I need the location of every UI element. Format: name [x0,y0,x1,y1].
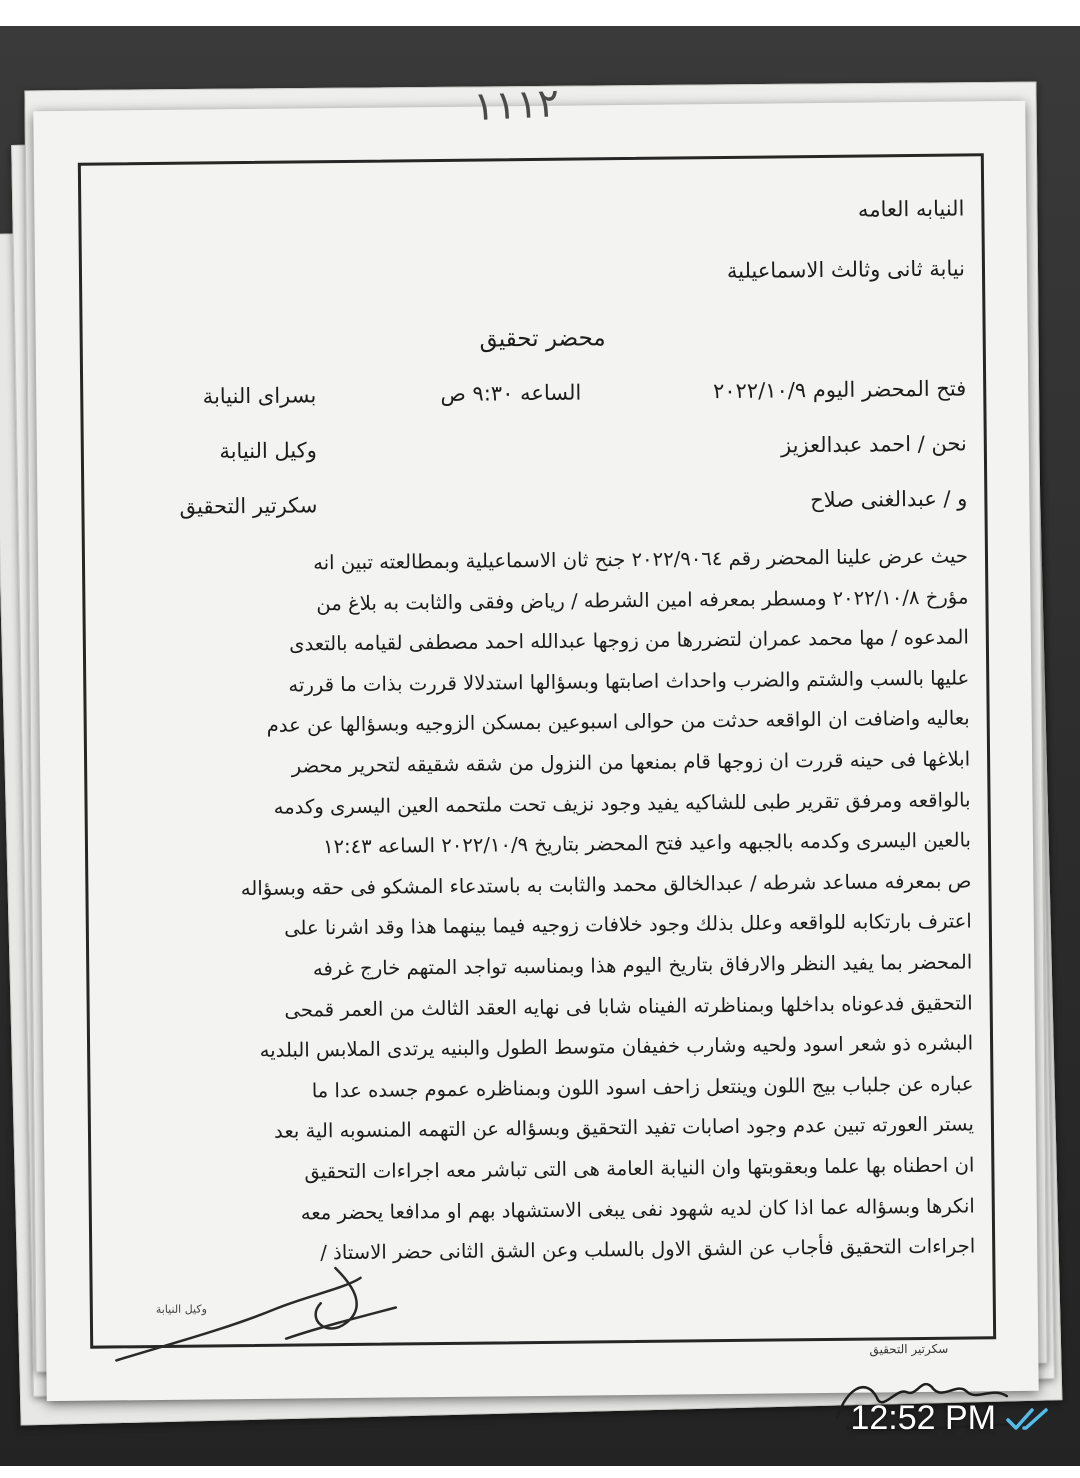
body-line: بالواقعه ومرفق تقرير طبى للشاكيه يفيد وجود نزيف تحت ملتحمه العين اليسرى وكدمه [273,788,971,819]
handwritten-page-number: ١١١٢ [472,80,561,131]
double-check-icon [1006,1405,1052,1433]
opening-date: فتح المحضر اليوم ٢٠٢٢/١٠/٩ [712,376,967,404]
secretary-role: سكرتير التحقيق [179,493,318,519]
body-line: ابلاغها فى حينه قررت ان زوجها قام بمنعها من النزول من شقه شقيقه لتحرير محضر [291,747,971,778]
body-line: ص بمعرفه مساعد شرطه / عبدالخالق محمد والثابت به باستدعاء المشكو فى حقه وبسؤاله [240,869,972,900]
document-page [33,80,1038,1401]
body-line: التحقيق فدعوناه بداخلها وبمناظرته الفيناه شابا فى نهايه العقد الثالث من العمر قمحى [284,990,973,1022]
body-line: يستر العورته تبين عدم وجود اصابات تفيد التحقيق وبسؤاله عن التهمه المنسوبه الية بعد [273,1112,975,1144]
opening-location: بسراى النيابة [202,383,317,409]
body-line: اجراءات التحقيق فأجاب عن الشق الاول بالسلب وعن الشق الثانى حضر الاستاذ / [320,1234,976,1265]
body-line: البشره ذو شعر اسود ولحيه وشارب خفيفان متوسط الطول والبنيه يرتدى الملابس البلديه [259,1031,974,1063]
body-line: المحضر بما يفيد النظر والارفاق بتاريخ اليوم هذا وبمناسبه تواجد المتهم خارج غرفه [312,950,973,981]
body-line: عباره عن جلباب بيج اللون وينتعل زاحف اسود اللون وبمناظره عموم جسده عدا ما [311,1072,974,1103]
prosecutor-name: نحن / احمد عبدالعزيز [780,431,967,458]
body-line: بالعين اليسرى وكدمه بالجبهه واعيد فتح المحضر بتاريخ ٢٠٢٢/١٠/٩ الساعه ١٢:٤٣ [322,828,972,859]
report-body [118,536,976,1276]
header-authority: النيابه العامه [857,196,965,222]
opening-time: الساعه ٩:٣٠ ص [440,380,582,406]
prosecutor-role: وكيل النيابة [219,438,317,464]
body-line: ان احطناه بها علما وبعقوبتها وان النيابة العامة هى التى تباشر معه اجراءات التحقيق [304,1153,975,1184]
body-line: حيث عرض علينا المحضر رقم ٢٠٢٢/٩٠٦٤ جنح ثان الاسماعيلية وبمطالعته تبين انه [313,544,969,575]
body-line: عليها بالسب والشتم والضرب واحداث اصابتها وبسؤالها استدلالا قررت بذات ما قررته [288,666,970,697]
secretary-footer-label: سكرتير التحقيق [869,1341,949,1357]
message-timestamp [850,1399,1052,1438]
document-photo[interactable] [0,26,1080,1466]
header-office: نيابة ثانى وثالث الاسماعيلية [726,256,966,283]
message-time: 12:52 PM [850,1399,996,1437]
body-line: بعاليه واضافت ان الواقعه حدثت من حوالى اسبوعين بمسكن الزوجيه وبسؤالها عن عدم [266,706,970,738]
body-line: المدعوه / مها محمد عمران لتضررها من زوجها عبدالله احمد مصطفى لقيامه بالتعدى [289,625,969,656]
body-line: اعترف بارتكابه للواقعه وعلل بذلك وجود خلافات زوجيه فيما بينهما هذا وقد اشرنا على [284,909,972,940]
secretary-name: و / عبدالغنى صلاح [809,486,968,513]
prosecutor-signature [105,1247,406,1380]
body-line: مؤرخ ٢٠٢٢/١٠/٨ ومسطر بمعرفه امين الشرطه / رياض وفقى والثابت به بلاغ من [316,585,969,615]
document-title: محضر تحقيق [479,325,606,353]
body-line: انكرها وبسؤاله عما اذا كان لديه شهود نفى يبغى الاستشهاد بهم او مدافعا يحضر معه [300,1193,975,1224]
prosecutor-footer-label: وكيل النيابة [155,1302,207,1317]
